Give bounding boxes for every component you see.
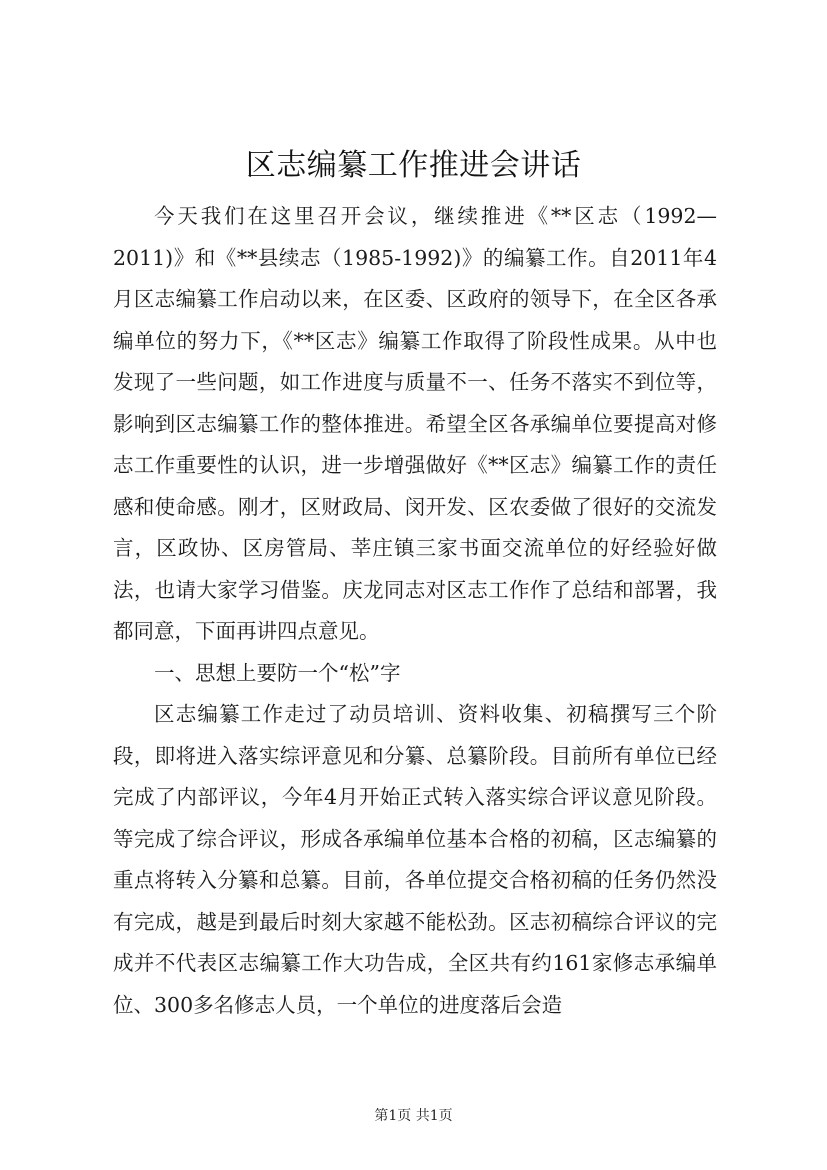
paragraph-section-1: 区志编纂工作走过了动员培训、资料收集、初稿撰写三个阶段，即将进入落实综评意见和分纂、总纂阶段。目前所有单位已经完成了内部评议，今年4月开始正式转入落实综合评议意见阶段。等完成了综合评议，形成各承编单位基本合格的初稿，区志编纂的重点将转入分纂和总纂。目前，各单位提交合格初稿的任务仍然没有完成，越是到最后时刻大家越不能松劲。区志初稿综合评议的完成并不代表区志编纂工作大功告成，全区共有约161家修志承编单位、300多名修志人员，一个单位的进度落后会造: [113, 702, 717, 1017]
document-body: [113, 196, 717, 1026]
page-footer: 第1页 共1页: [374, 1108, 453, 1124]
section-heading-1: 一、思想上要防一个“松”字: [154, 660, 401, 685]
paragraph-intro: 今天我们在这里召开会议，继续推进《**区志（1992—2011)》和《**县续志（1985-1992)》的编纂工作。自2011年4月区志编纂工作启动以来，在区委、区政府的领导下，在全区各承编单位的努力下，《**区志》编纂工作取得了阶段性成果。从中也发现了一些问题，如工作进度与质量不一、任务不落实不到位等，影响到区志编纂工作的整体推进。希望全区各承编单位要提高对修志工作重要性的认识，进一步增强做好《**区志》编纂工作的责任感和使命感。刚才，区财政局、闵开发、区农委做了很好的交流发言，区政协、区房管局、莘庄镇三家书面交流单位的好经验好做法，也请大家学习借鉴。庆龙同志对区志工作作了总结和部署，我都同意，下面再讲四点意见。: [113, 204, 717, 643]
document-title: 区志编纂工作推进会讲话: [245, 148, 582, 183]
